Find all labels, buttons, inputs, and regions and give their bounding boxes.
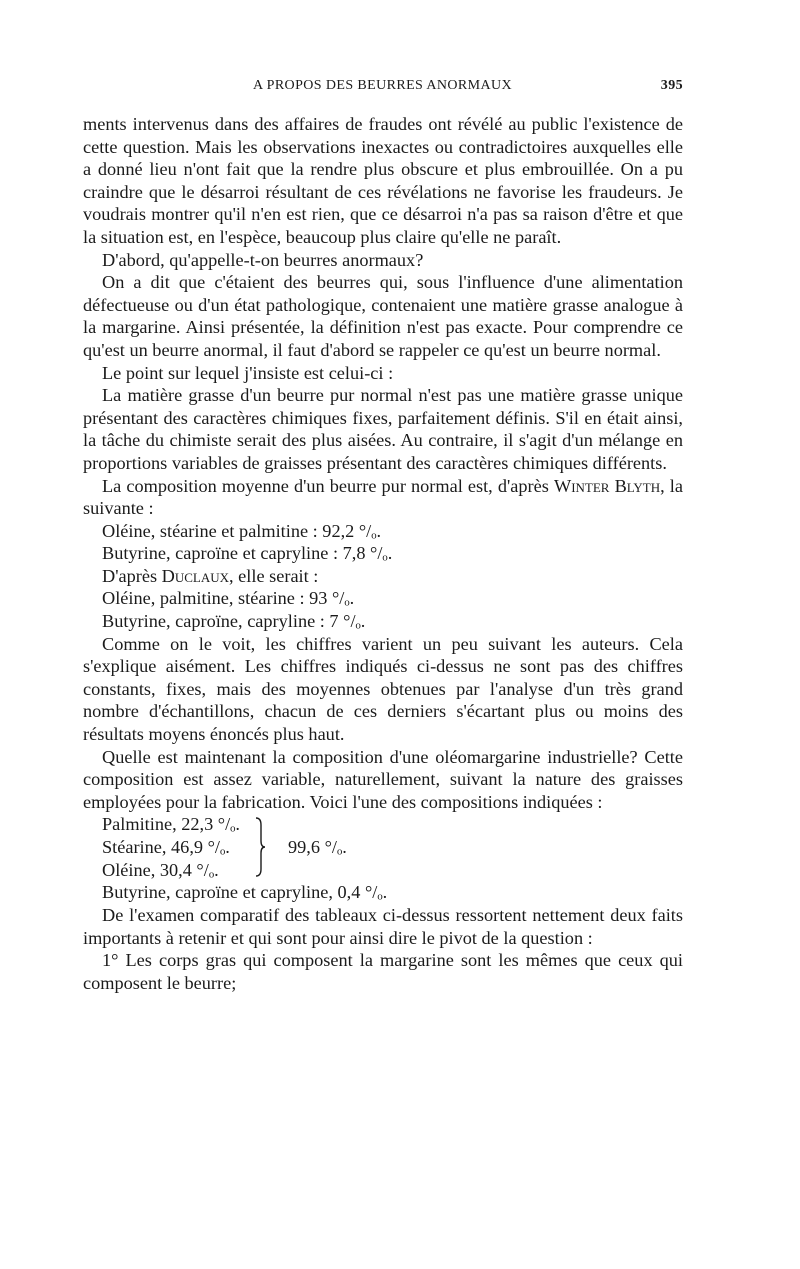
- composition-item-4: Butyrine, caproïne, capryline : 7 °/ₒ.: [102, 611, 366, 632]
- composition-item-5: Butyrine, caproïne et capryline, 0,4 °/ₒ.: [102, 882, 388, 903]
- paragraph-17: 1° Les corps gras qui composent la margarine sont les mêmes que ceux qui composent le beurre;: [83, 950, 683, 993]
- paragraph-13: Quelle est maintenant la composition d'une oléomargarine industrielle? Cette composition est assez variable, naturellement, suivant la nature des graisses employées pour la fabrication. Voici l'une des compositions indiquées :: [83, 746, 683, 812]
- composition-item-2: Butyrine, caproïne et capryline : 7,8 °/ₒ.: [102, 543, 393, 564]
- paragraph-1: ments intervenus dans des affaires de fraudes ont révélé au public l'existence de cette question. Mais les observations inexactes ou contradictoires auxquelles elle a donné lieu n'ont fait que la rendre plus obscure et plus embrouillée. On a pu craindre que le désarroi résultant de ces révélations ne favorise les fraudeurs. Je voudrais montrer qu'il n'en est rien, que ce désarroi n'a pas sa raison d'être et que la situation est, en l'espèce, beaucoup plus claire qu'elle ne paraît.: [83, 114, 683, 247]
- paragraph-9-end: , elle serait :: [229, 565, 319, 586]
- composition-item-3: Oléine, palmitine, stéarine : 93 °/ₒ.: [102, 588, 355, 609]
- composition-total: 99,6 °/ₒ.: [288, 837, 347, 857]
- composition-line-oleine: Oléine, 30,4 °/ₒ.: [102, 859, 219, 880]
- paragraph-2: D'abord, qu'appelle-t-on beurres anormaux?: [102, 249, 424, 270]
- paragraph-6-end: , la suivante :: [83, 475, 683, 519]
- paragraph-12: Comme on le voit, les chiffres varient un peu suivant les auteurs. Cela s'explique aisément. Les chiffres indiqués ci-dessus ne sont pas des chiffres constants, fixes, mais des moyennes obtenues par l'analyse d'un très grand nombre d'échantillons, chacun de ces derniers s'écartant plus ou moins des résultats moyens énoncés plus haut.: [83, 633, 683, 745]
- paragraph-6: [83, 475, 683, 520]
- paragraph-3: On a dit que c'étaient des beurres qui, sous l'influence d'une alimentation défectueuse ou d'un état pathologique, contenaient une matière grasse analogue à la margarine. Ainsi présentée, la définition n'est pas exacte. Pour comprendre ce qu'est un beurre anormal, il faut d'abord se rappeler ce qu'est un beurre normal.: [83, 272, 683, 360]
- author-winter-blyth: Winter Blyth: [553, 475, 661, 496]
- paragraph-9: [83, 565, 683, 588]
- page-header: [83, 78, 683, 100]
- paragraph-5: La matière grasse d'un beurre pur normal n'est pas une matière grasse unique présentant des caractères chimiques fixes, parfaitement définis. S'il en était ainsi, la tâche du chimiste serait des plus aisées. Au contraire, il s'agit d'un mélange en proportions variables de graisses présentant des caractères chimiques différents.: [83, 385, 683, 473]
- paragraph-4: Le point sur lequel j'insiste est celui-ci :: [102, 362, 394, 383]
- author-duclaux: Duclaux: [161, 565, 230, 586]
- paragraph-16: De l'examen comparatif des tableaux ci-dessus ressortent nettement deux faits importants à retenir et qui sont pour ainsi dire le pivot de la question :: [83, 905, 683, 948]
- composition-line-stearine: Stéarine, 46,9 °/ₒ.: [102, 837, 230, 857]
- paragraph-9-text: D'après: [102, 565, 158, 586]
- closing-brace-icon: [255, 817, 266, 877]
- composition-line-palmitine: Palmitine, 22,3 °/ₒ.: [102, 814, 241, 835]
- running-title: A PROPOS DES BEURRES ANORMAUX: [253, 78, 512, 93]
- page-number: 395: [660, 78, 683, 93]
- composition-item-1: Oléine, stéarine et palmitine : 92,2 °/ₒ.: [102, 520, 382, 541]
- margarine-composition-table: [83, 813, 683, 881]
- body-text: [83, 113, 683, 994]
- paragraph-6-text: La composition moyenne d'un beurre pur normal est, d'après: [102, 475, 549, 496]
